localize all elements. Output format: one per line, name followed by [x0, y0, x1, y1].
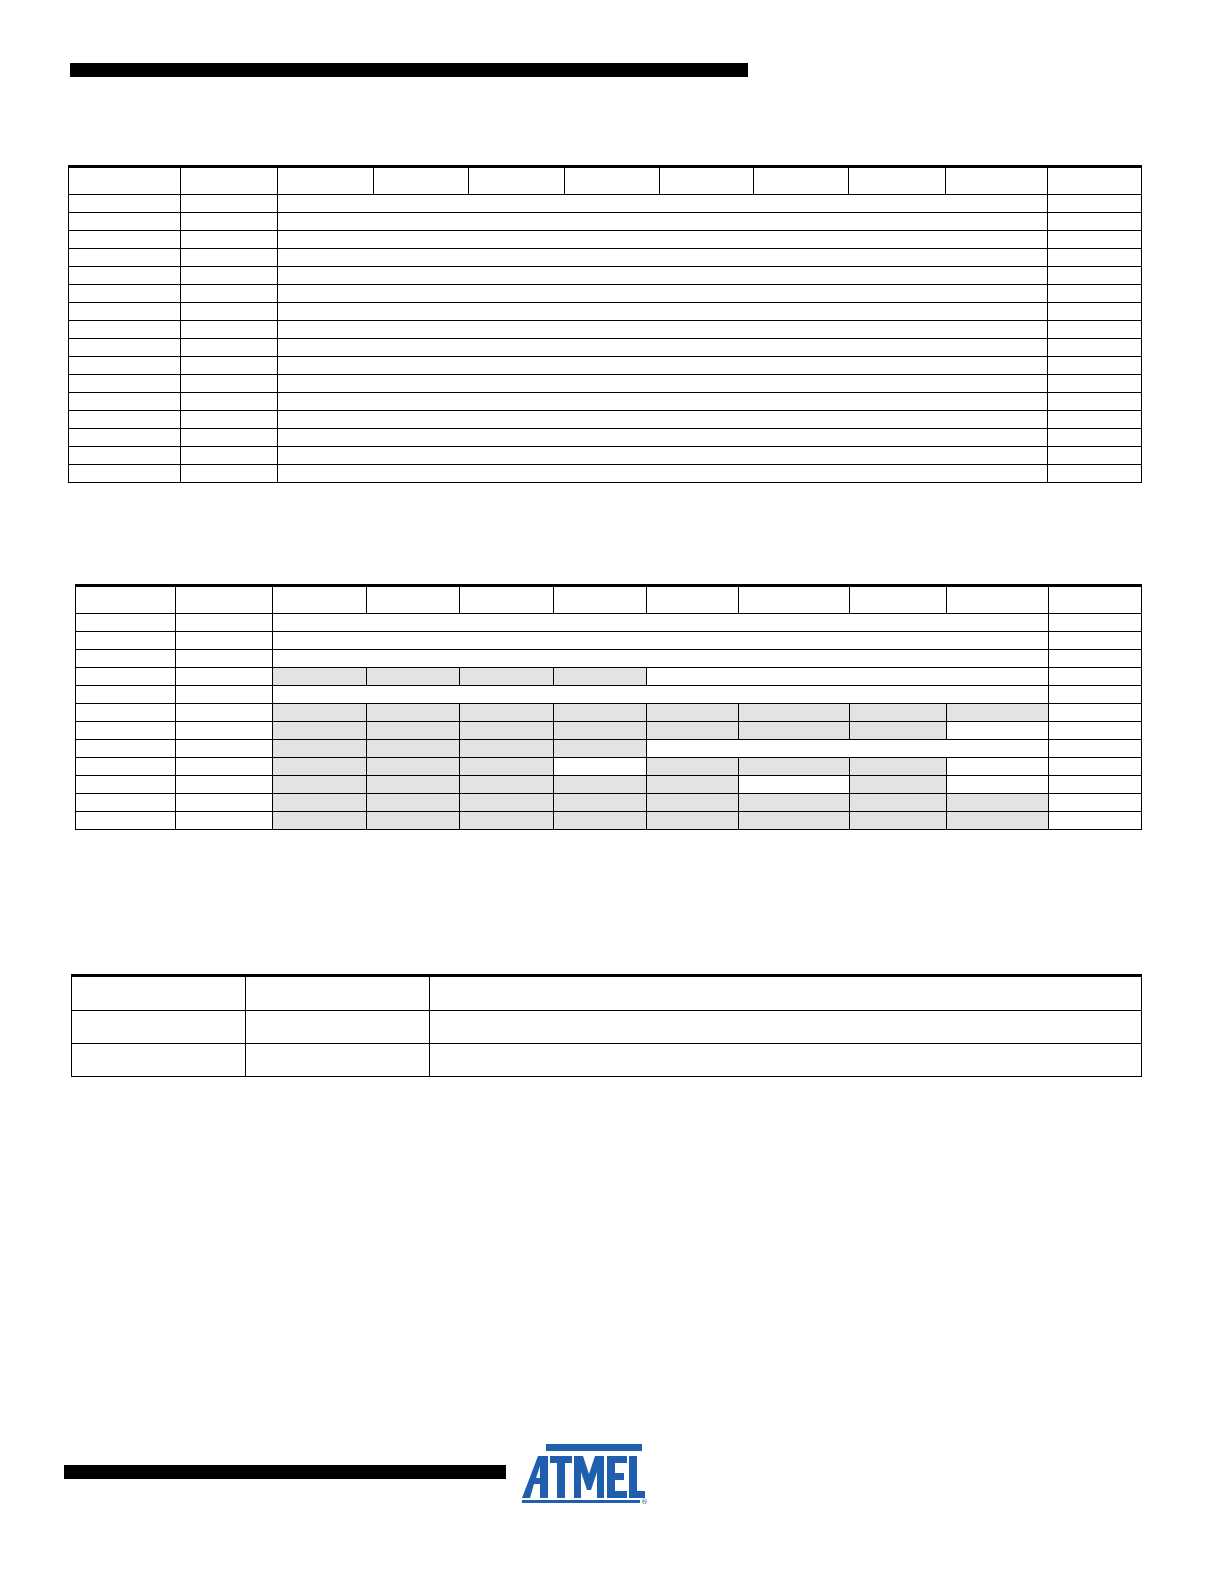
table-cell	[367, 668, 460, 686]
table-cell	[850, 758, 947, 776]
table-row	[69, 267, 1142, 285]
table-cell	[947, 812, 1049, 830]
table-cell	[460, 668, 554, 686]
table-cell	[181, 357, 278, 375]
table-cell	[554, 722, 647, 740]
table-cell	[1049, 668, 1142, 686]
table-row	[76, 794, 1142, 812]
table-cell	[1049, 812, 1142, 830]
table-cell	[739, 722, 850, 740]
table-cell	[278, 429, 1048, 447]
table-cell	[278, 465, 1048, 483]
table-cell	[947, 776, 1049, 794]
table-row	[76, 686, 1142, 704]
table-row	[69, 429, 1142, 447]
table-header-row	[69, 167, 1142, 195]
table-cell	[278, 321, 1048, 339]
table-row	[69, 447, 1142, 465]
table-cell	[1049, 722, 1142, 740]
table-cell	[278, 249, 1048, 267]
table-cell	[69, 339, 181, 357]
table-cell	[176, 686, 273, 704]
atmel-logo-icon	[520, 1440, 650, 1504]
table-cell	[176, 794, 273, 812]
header-cell	[946, 167, 1048, 195]
table-cell	[460, 794, 554, 812]
table-cell	[278, 285, 1048, 303]
table-cell	[176, 776, 273, 794]
table-cell	[181, 411, 278, 429]
table-cell	[1049, 650, 1142, 668]
table-cell	[181, 195, 278, 213]
table-row	[69, 303, 1142, 321]
table-cell	[273, 632, 1049, 650]
table-cell	[647, 758, 739, 776]
table-cell	[278, 195, 1048, 213]
table-cell	[1049, 794, 1142, 812]
table-cell	[1048, 375, 1142, 393]
table-cell	[1048, 393, 1142, 411]
table-row	[76, 650, 1142, 668]
table-cell	[739, 776, 850, 794]
table-cell	[430, 1011, 1142, 1044]
table-cell	[460, 812, 554, 830]
table-row	[76, 704, 1142, 722]
table-cell	[69, 267, 181, 285]
table-cell	[69, 411, 181, 429]
table-cell	[460, 758, 554, 776]
table-cell	[1049, 776, 1142, 794]
header-cell	[374, 167, 469, 195]
register-table-1	[68, 165, 1142, 483]
table-cell	[69, 447, 181, 465]
table-cell	[181, 267, 278, 285]
table-cell	[76, 758, 176, 776]
table-cell	[273, 686, 1049, 704]
table-cell	[1048, 411, 1142, 429]
table-cell	[850, 704, 947, 722]
table-row	[69, 465, 1142, 483]
table-cell	[181, 375, 278, 393]
table-row	[69, 375, 1142, 393]
table-cell	[181, 465, 278, 483]
table-cell	[1049, 740, 1142, 758]
svg-text:®: ®	[641, 1498, 648, 1504]
table-cell	[69, 375, 181, 393]
table-cell	[850, 794, 947, 812]
table-cell	[72, 1011, 246, 1044]
table-cell	[647, 668, 1049, 686]
table-cell	[554, 812, 647, 830]
table-cell	[76, 776, 176, 794]
table-row	[69, 411, 1142, 429]
table-cell	[947, 704, 1049, 722]
table-cell	[273, 794, 367, 812]
table-cell	[1048, 429, 1142, 447]
header-cell	[176, 586, 273, 614]
table-cell	[554, 776, 647, 794]
table-cell	[69, 249, 181, 267]
table-cell	[647, 776, 739, 794]
table-cell	[176, 740, 273, 758]
table-cell	[176, 668, 273, 686]
table-cell	[850, 722, 947, 740]
table-cell	[1048, 249, 1142, 267]
table-row	[69, 357, 1142, 375]
table-cell	[176, 704, 273, 722]
table-row	[76, 740, 1142, 758]
table-cell	[69, 321, 181, 339]
table-row	[76, 758, 1142, 776]
table-cell	[176, 812, 273, 830]
table-cell	[278, 231, 1048, 249]
table-cell	[647, 812, 739, 830]
table-cell	[1048, 195, 1142, 213]
table-cell	[1048, 231, 1142, 249]
table-cell	[273, 722, 367, 740]
table-cell	[850, 812, 947, 830]
table-cell	[176, 614, 273, 632]
table-row	[76, 668, 1142, 686]
table-cell	[367, 776, 460, 794]
table-cell	[69, 429, 181, 447]
header-cell	[739, 586, 850, 614]
table-row	[76, 776, 1142, 794]
table-cell	[273, 740, 367, 758]
table-cell	[76, 794, 176, 812]
table-cell	[460, 704, 554, 722]
table-cell	[176, 758, 273, 776]
table-cell	[367, 812, 460, 830]
header-cell	[246, 976, 430, 1011]
table-cell	[850, 776, 947, 794]
header-cell	[1049, 586, 1142, 614]
table-cell	[739, 794, 850, 812]
table-cell	[69, 231, 181, 249]
table-cell	[246, 1044, 430, 1077]
table-row	[69, 393, 1142, 411]
table-cell	[76, 668, 176, 686]
table-cell	[278, 303, 1048, 321]
table-cell	[278, 393, 1048, 411]
header-cell	[647, 586, 739, 614]
table-header-row	[72, 976, 1142, 1011]
table-cell	[1048, 357, 1142, 375]
table-cell	[367, 722, 460, 740]
table-cell	[76, 812, 176, 830]
table-cell	[554, 758, 647, 776]
table-cell	[246, 1011, 430, 1044]
table-cell	[181, 231, 278, 249]
table-row	[76, 632, 1142, 650]
table-cell	[69, 357, 181, 375]
table-cell	[181, 393, 278, 411]
table-cell	[181, 321, 278, 339]
table-cell	[947, 758, 1049, 776]
table-cell	[739, 812, 850, 830]
table-cell	[273, 614, 1049, 632]
table-cell	[1049, 758, 1142, 776]
table-cell	[76, 704, 176, 722]
table-row	[76, 812, 1142, 830]
description-table	[71, 974, 1142, 1077]
table-cell	[69, 195, 181, 213]
header-cell	[754, 167, 849, 195]
table-row	[69, 249, 1142, 267]
table-cell	[181, 213, 278, 231]
table-cell	[554, 704, 647, 722]
header-cell	[181, 167, 278, 195]
table-row	[69, 231, 1142, 249]
table-cell	[647, 740, 1049, 758]
table-cell	[1048, 447, 1142, 465]
table-cell	[460, 740, 554, 758]
table-cell	[460, 776, 554, 794]
table-row	[72, 1011, 1142, 1044]
table-cell	[647, 704, 739, 722]
header-cell	[850, 586, 947, 614]
table-cell	[69, 465, 181, 483]
table-cell	[273, 758, 367, 776]
table-cell	[278, 375, 1048, 393]
table-cell	[367, 794, 460, 812]
table-cell	[181, 303, 278, 321]
table-cell	[460, 722, 554, 740]
table-row	[69, 321, 1142, 339]
table-cell	[181, 447, 278, 465]
table-cell	[1048, 303, 1142, 321]
table-cell	[278, 411, 1048, 429]
table-cell	[647, 794, 739, 812]
header-cell	[565, 167, 660, 195]
table-cell	[176, 650, 273, 668]
table-cell	[1048, 285, 1142, 303]
footer-rule	[64, 1465, 506, 1479]
table-cell	[367, 740, 460, 758]
header-cell	[660, 167, 754, 195]
table-cell	[273, 704, 367, 722]
header-cell	[72, 976, 246, 1011]
header-cell	[469, 167, 565, 195]
table-cell	[278, 339, 1048, 357]
table-cell	[1048, 267, 1142, 285]
table-row	[72, 1044, 1142, 1077]
table-cell	[273, 668, 367, 686]
header-cell	[430, 976, 1142, 1011]
table-row	[69, 213, 1142, 231]
table-cell	[69, 393, 181, 411]
header-cell	[69, 167, 181, 195]
header-cell	[76, 586, 176, 614]
table-cell	[554, 668, 647, 686]
header-cell	[947, 586, 1049, 614]
table-cell	[181, 429, 278, 447]
table-cell	[1049, 632, 1142, 650]
table-cell	[1048, 465, 1142, 483]
table-cell	[176, 632, 273, 650]
table-cell	[947, 722, 1049, 740]
header-cell	[554, 586, 647, 614]
table-cell	[72, 1044, 246, 1077]
header-rule	[70, 63, 748, 77]
table-cell	[1048, 339, 1142, 357]
table-cell	[739, 704, 850, 722]
header-cell	[849, 167, 946, 195]
table-cell	[1048, 213, 1142, 231]
table-row	[76, 614, 1142, 632]
table-cell	[76, 614, 176, 632]
table-cell	[76, 632, 176, 650]
table-cell	[1049, 686, 1142, 704]
header-cell	[278, 167, 374, 195]
header-cell	[1048, 167, 1142, 195]
table-cell	[278, 447, 1048, 465]
table-cell	[76, 722, 176, 740]
table-cell	[367, 704, 460, 722]
table-cell	[273, 650, 1049, 668]
table-cell	[273, 812, 367, 830]
header-cell	[273, 586, 367, 614]
table-cell	[1048, 321, 1142, 339]
table-cell	[278, 267, 1048, 285]
table-row	[76, 722, 1142, 740]
table-row	[69, 285, 1142, 303]
table-row	[69, 339, 1142, 357]
table-cell	[367, 758, 460, 776]
table-cell	[278, 357, 1048, 375]
header-cell	[367, 586, 460, 614]
table-cell	[430, 1044, 1142, 1077]
table-cell	[647, 722, 739, 740]
table-cell	[181, 339, 278, 357]
table-cell	[176, 722, 273, 740]
table-cell	[554, 740, 647, 758]
table-cell	[76, 650, 176, 668]
table-cell	[69, 303, 181, 321]
table-cell	[181, 249, 278, 267]
table-cell	[739, 758, 850, 776]
table-row	[69, 195, 1142, 213]
table-cell	[69, 285, 181, 303]
table-cell	[1049, 614, 1142, 632]
table-cell	[273, 776, 367, 794]
register-table-2	[75, 584, 1142, 830]
table-header-row	[76, 586, 1142, 614]
table-cell	[554, 794, 647, 812]
table-cell	[947, 794, 1049, 812]
table-cell	[181, 285, 278, 303]
table-cell	[69, 213, 181, 231]
table-cell	[76, 686, 176, 704]
table-cell	[1049, 704, 1142, 722]
table-cell	[278, 213, 1048, 231]
header-cell	[460, 586, 554, 614]
table-cell	[76, 740, 176, 758]
